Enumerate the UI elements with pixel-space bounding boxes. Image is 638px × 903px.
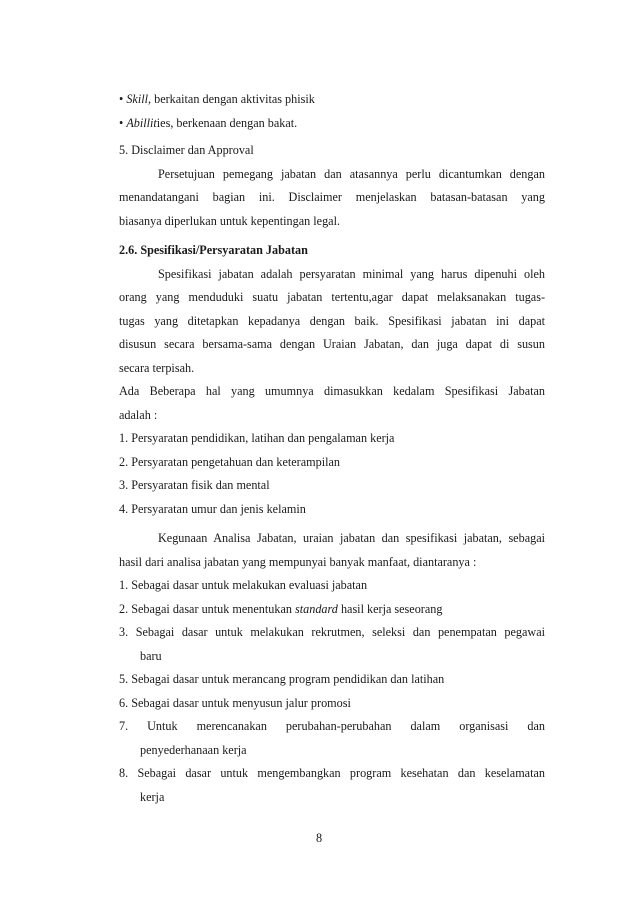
paragraph-line: Ada Beberapa hal yang umumnya dimasukkan kedalam Spesifikasi Jabatan bbox=[119, 384, 545, 398]
list-item-continuation: baru bbox=[140, 648, 162, 663]
paragraph-line: hasil dari analisa jabatan yang mempunyai banyak manfaat, diantaranya : bbox=[119, 554, 477, 569]
list-item-continuation: penyederhanaan kerja bbox=[140, 742, 247, 757]
list-item: 2. Persyaratan pengetahuan dan keterampilan bbox=[119, 454, 340, 469]
bullet-skill: • Skill, berkaitan dengan aktivitas phisik bbox=[119, 92, 315, 106]
list-item: 5. Sebagai dasar untuk merancang program pendidikan dan latihan bbox=[119, 672, 445, 686]
paragraph-line: disusun secara bersama-sama dengan Uraian Jabatan, dan juga dapat di susun bbox=[119, 337, 545, 351]
list-text: hasil kerja seseorang bbox=[337, 601, 443, 616]
section5-line: Persetujuan pemegang jabatan dan atasannya perlu dicantumkan dengan bbox=[158, 166, 545, 181]
list-item: 3. Persyaratan fisik dan mental bbox=[119, 478, 270, 492]
page-number: 8 bbox=[315, 831, 323, 845]
paragraph-line: Spesifikasi jabatan adalah persyaratan minimal yang harus dipenuhi oleh bbox=[158, 266, 545, 281]
list-item: 6. Sebagai dasar untuk menyusun jalur promosi bbox=[119, 695, 351, 710]
paragraph-line: Kegunaan Analisa Jabatan, uraian jabatan dan spesifikasi jabatan, sebagai bbox=[158, 531, 545, 545]
list-item: 8. Sebagai dasar untuk mengembangkan program kesehatan dan keselamatan bbox=[119, 766, 545, 780]
section5-line: menandatangani bagian ini. Disclaimer menjelaskan batasan-batasan yang bbox=[119, 190, 545, 204]
paragraph-line: adalah : bbox=[119, 407, 158, 422]
list-item: 1. Sebagai dasar untuk melakukan evaluasi jabatan bbox=[119, 578, 368, 592]
list-text: 2. Sebagai dasar untuk menentukan bbox=[119, 601, 295, 616]
paragraph-line: tugas yang ditetapkan kepadanya dengan baik. Spesifikasi jabatan ini dapat bbox=[119, 313, 545, 328]
page-content bbox=[119, 88, 545, 809]
bullet-term: Abillit bbox=[126, 115, 157, 130]
bullet-text: berkaitan dengan aktivitas phisik bbox=[151, 92, 315, 106]
section5-line: biasanya diperlukan untuk kepentingan legal. bbox=[119, 213, 340, 228]
list-emphasis: standard bbox=[295, 601, 338, 616]
list-item bbox=[119, 598, 545, 622]
paragraph-line: orang yang menduduki suatu jabatan tertentu,agar dapat melaksanakan tugas- bbox=[119, 290, 545, 304]
list-item: 1. Persyaratan pendidikan, latihan dan pengalaman kerja bbox=[119, 431, 395, 445]
list-item: 3. Sebagai dasar untuk melakukan rekrutmen, seleksi dan penempatan pegawai bbox=[119, 625, 545, 639]
bullet-term: Skill, bbox=[126, 92, 152, 106]
list-item: 4. Persyaratan umur dan jenis kelamin bbox=[119, 501, 306, 516]
bullet-text: ies, berkenaan dengan bakat. bbox=[156, 115, 298, 130]
list-item-continuation: kerja bbox=[140, 789, 165, 804]
bullet-abilities: • Abillities, berkenaan dengan bakat. bbox=[119, 115, 298, 130]
list-item: 7. Untuk merencanakan perubahan-perubahan dalam organisasi dan bbox=[119, 719, 545, 733]
section5-title: 5. Disclaimer dan Approval bbox=[119, 143, 254, 157]
section-heading: 2.6. Spesifikasi/Persyaratan Jabatan bbox=[119, 243, 308, 257]
paragraph-line: secara terpisah. bbox=[119, 360, 195, 375]
